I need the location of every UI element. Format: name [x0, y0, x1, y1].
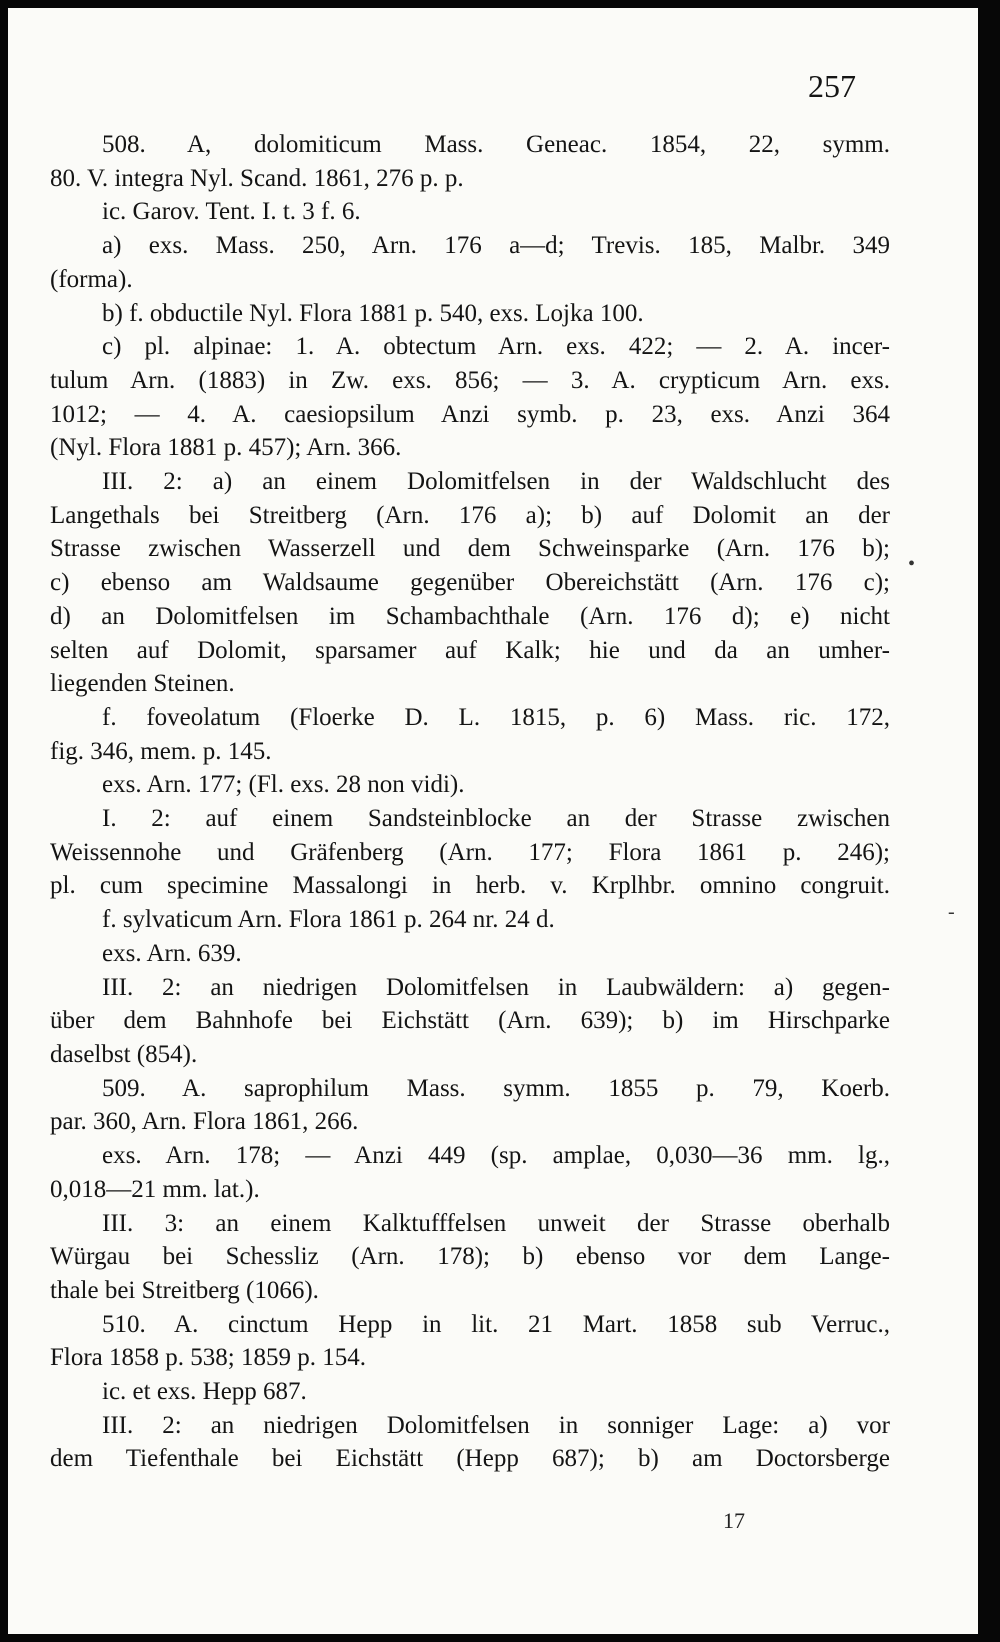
margin-mark: - [948, 901, 955, 923]
text-line: daselbst (854). [50, 1040, 198, 1068]
text-line: 510. A. cinctum Hepp in lit. 21 Mart. 1858 sub Verruc., [102, 1310, 890, 1338]
text-line: Flora 1858 p. 538; 1859 p. 154. [50, 1344, 366, 1372]
text-line: (forma). [50, 265, 133, 293]
text-line: Würgau bei Schessliz (Arn. 178); b) ebenso vor dem Lange- [50, 1243, 890, 1271]
text-line: I. 2: auf einem Sandsteinblocke an der Strasse zwischen [102, 805, 890, 833]
text-line: b) f. obductile Nyl. Flora 1881 p. 540, exs. Lojka 100. [102, 299, 644, 327]
text-line: Langethals bei Streitberg (Arn. 176 a); b) auf Dolomit an der [50, 501, 890, 529]
text-line: III. 2: an niedrigen Dolomitfelsen in Laubwäldern: a) gegen- [102, 973, 890, 1001]
body-text [50, 128, 890, 1476]
text-line: III. 3: an einem Kalktufffelsen unweit der Strasse oberhalb [102, 1209, 890, 1237]
text-line: exs. Arn. 177; (Fl. exs. 28 non vidi). [102, 771, 465, 799]
text-line: ic. et exs. Hepp 687. [102, 1378, 307, 1406]
text-line: (Nyl. Flora 1881 p. 457); Arn. 366. [50, 434, 402, 462]
text-line: über dem Bahnhofe bei Eichstätt (Arn. 639); b) im Hirschparke [50, 1007, 890, 1035]
text-line: f. sylvaticum Arn. Flora 1861 p. 264 nr. 24 d. [102, 906, 555, 934]
text-line: f. foveolatum (Floerke D. L. 1815, p. 6) Mass. ric. 172, [102, 703, 890, 731]
text-line: 80. V. integra Nyl. Scand. 1861, 276 p. p. [50, 164, 464, 192]
text-line: 0,018—21 mm. lat.). [50, 1175, 260, 1203]
text-line: 508. A, dolomiticum Mass. Geneac. 1854, 22, symm. [102, 131, 890, 158]
text-line: c) ebenso am Waldsaume gegenüber Obereichstätt (Arn. 176 c); [50, 569, 890, 597]
text-line: d) an Dolomitfelsen im Schambachthale (Arn. 176 d); e) nicht [50, 602, 890, 630]
text-line: Strasse zwischen Wasserzell und dem Schweinsparke (Arn. 176 b); [50, 535, 890, 563]
text-line: exs. Arn. 178; — Anzi 449 (sp. amplae, 0,030—36 mm. lg., [102, 1142, 890, 1170]
text-line: 1012; — 4. A. caesiopsilum Anzi symb. p. 23, exs. Anzi 364 [50, 400, 890, 428]
text-line: ic. Garov. Tent. I. t. 3 f. 6. [102, 198, 361, 226]
text-line: pl. cum specimine Massalongi in herb. v. Krplhbr. omnino congruit. [50, 872, 890, 900]
text-line: exs. Arn. 639. [102, 939, 242, 967]
text-line: dem Tiefenthale bei Eichstätt (Hepp 687); b) am Doctorsberge [50, 1445, 890, 1473]
signature-mark: 17 [723, 1508, 745, 1533]
page-number: 257 [808, 68, 856, 104]
text-line: c) pl. alpinae: 1. A. obtectum Arn. exs. 422; — 2. A. incer- [102, 333, 890, 361]
text-line: III. 2: an niedrigen Dolomitfelsen in sonniger Lage: a) vor [102, 1411, 890, 1439]
text-line: par. 360, Arn. Flora 1861, 266. [50, 1108, 359, 1136]
text-line: liegenden Steinen. [50, 670, 235, 698]
text-line: thale bei Streitberg (1066). [50, 1276, 319, 1304]
paper-sheet [8, 8, 978, 1634]
text-line: selten auf Dolomit, sparsamer auf Kalk; hie und da an umher- [50, 636, 890, 664]
text-line: 509. A. saprophilum Mass. symm. 1855 p. 79, Koerb. [102, 1074, 890, 1102]
text-line: a) exs. Mass. 250, Arn. 176 a—d; Trevis. 185, Malbr. 349 [102, 232, 890, 260]
text-line: tulum Arn. (1883) in Zw. exs. 856; — 3. A. crypticum Arn. exs. [50, 366, 890, 394]
margin-mark: • [908, 553, 916, 575]
text-line: Weissennohe und Gräfenberg (Arn. 177; Flora 1861 p. 246); [50, 838, 890, 866]
text-line: III. 2: a) an einem Dolomitfelsen in der Waldschlucht des [102, 468, 890, 496]
text-line: fig. 346, mem. p. 145. [50, 737, 272, 765]
